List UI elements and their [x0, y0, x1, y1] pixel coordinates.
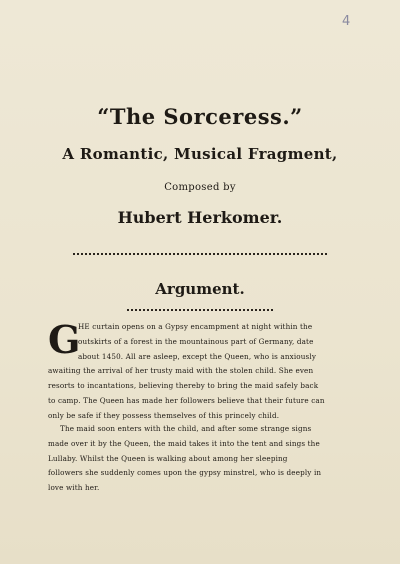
paragraph-line: The maid soon enters with the child, and after some strange signs — [60, 424, 312, 433]
paragraph-line: resorts to incantations, believing thereby to bring the maid safely back — [48, 381, 319, 391]
paragraph-line: to camp. The Queen has made her followers believe that their future can — [48, 395, 325, 405]
page-number: 4 — [342, 14, 351, 29]
author-name: Hubert Herkomer. — [117, 208, 283, 227]
paragraph-line: only be safe if they possess themselves of this princely child. — [48, 410, 280, 420]
drop-cap: G — [48, 317, 81, 362]
paragraph-line: love with her. — [48, 483, 100, 493]
argument-paragraph-2 — [48, 422, 360, 496]
paragraph-line: about 1450. All are asleep, except the Queen, who is anxiously — [78, 351, 317, 361]
paragraph-line: Lullaby. Whilst the Queen is walking about among her sleeping — [48, 453, 288, 463]
composed-by-label: Composed by — [164, 182, 236, 193]
paragraph-line: followers she suddenly comes upon the gypsy minstrel, who is deeply in — [48, 468, 322, 478]
paragraph-line: HE curtain opens on a Gypsy encampment at night within the — [78, 322, 313, 331]
argument-paragraph-1 — [48, 317, 360, 424]
section-heading: Argument. — [155, 280, 245, 298]
paragraph-line: outskirts of a forest in the mountainous part of Germany, date — [78, 336, 314, 346]
paragraph-line: made over it by the Queen, the maid takes it into the tent and sings the — [48, 438, 320, 448]
document-subtitle: A Romantic, Musical Fragment, — [62, 145, 338, 163]
document-title: “The Sorceress.” — [97, 104, 303, 129]
paragraph-line: awaiting the arrival of her trusty maid with the stolen child. She even — [48, 366, 314, 376]
dotted-divider — [73, 253, 327, 255]
dotted-divider-short — [127, 309, 273, 311]
